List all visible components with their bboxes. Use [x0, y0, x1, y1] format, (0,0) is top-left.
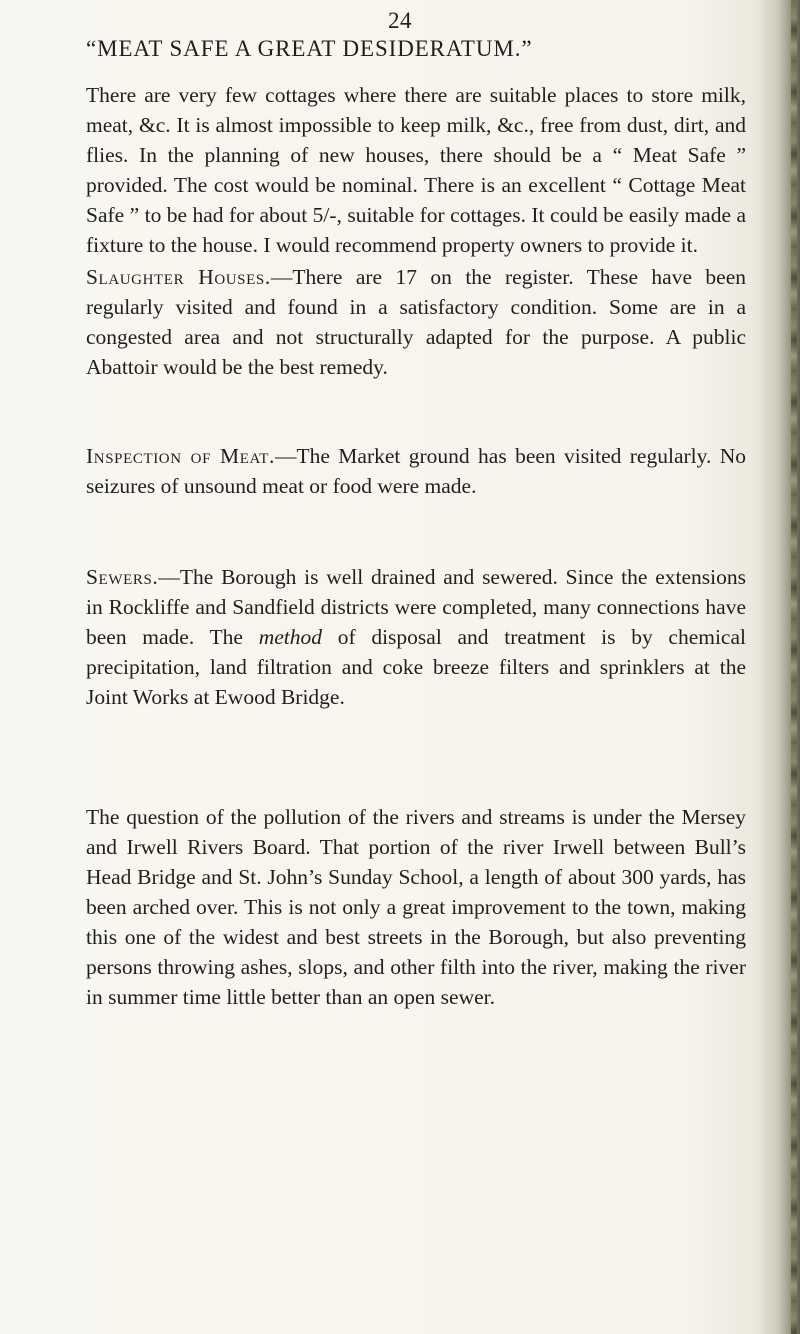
paragraph-italic-method: method — [258, 625, 322, 649]
page-binding-edge — [791, 0, 797, 1334]
paragraph-slaughter-houses — [86, 262, 746, 382]
paragraph-body-slaughter-houses: —There are 17 on the register. These have been regularly visited and found in a satisfactory condition. Some are in a congested area and not structurally adapted for the purpose. A public Abattoir would be the best remedy. — [86, 265, 746, 379]
paragraph-sewers — [86, 562, 746, 712]
paragraph-inspection-of-meat — [86, 441, 746, 501]
section-heading: “MEAT SAFE A GREAT DESIDERATUM.” — [86, 36, 533, 61]
paragraph-river-pollution: The question of the pollution of the rivers and streams is under the Mersey and Irwell Rivers Board. That portion of the river Irwell between Bull’s Head Bridge and St. John’s Sunday School, a length of about 300 yards, has been arched over. This is not only a great improvement to the town, making this one of the widest and best streets in the Borough, but also preventing persons throwing ashes, slops, and other filth into the river, making the river in summer time little better than an open sewer. — [86, 805, 746, 1009]
paragraph-lead-inspection-of-meat: Inspection of Meat. — [86, 444, 275, 468]
paragraph-body-sewers-a: —The Borough is well drained and sewered. Since the extensions in Rockliffe and Sandfield districts were completed, many connections have been made. The — [86, 565, 746, 649]
paragraph-meat-safe: There are very few cottages where there are suitable places to store milk, meat, &c. It is almost impossible to keep milk, &c., free from dust, dirt, and flies. In the planning of new houses, there should be a “ Meat Safe ” provided. The cost would be nominal. There is an excellent “ Cottage Meat Safe ” to be had for about 5/-, suitable for cottages. It could be easily made a fixture to the house. I would recommend property owners to provide it. — [86, 83, 746, 257]
paragraph-body-sewers-b: of disposal and treatment is by chemical precipitation, land filtration and coke breeze filters and sprinklers at the Joint Works at Ewood Bridge. — [86, 625, 746, 709]
paragraph-lead-sewers: Sewers. — [86, 565, 159, 589]
paragraph-body-inspection-of-meat: —The Market ground has been visited regularly. No seizures of unsound meat or food were made. — [86, 444, 747, 498]
page-number: 24 — [388, 8, 412, 33]
paragraph-lead-slaughter-houses: Slaughter Houses. — [86, 265, 271, 289]
